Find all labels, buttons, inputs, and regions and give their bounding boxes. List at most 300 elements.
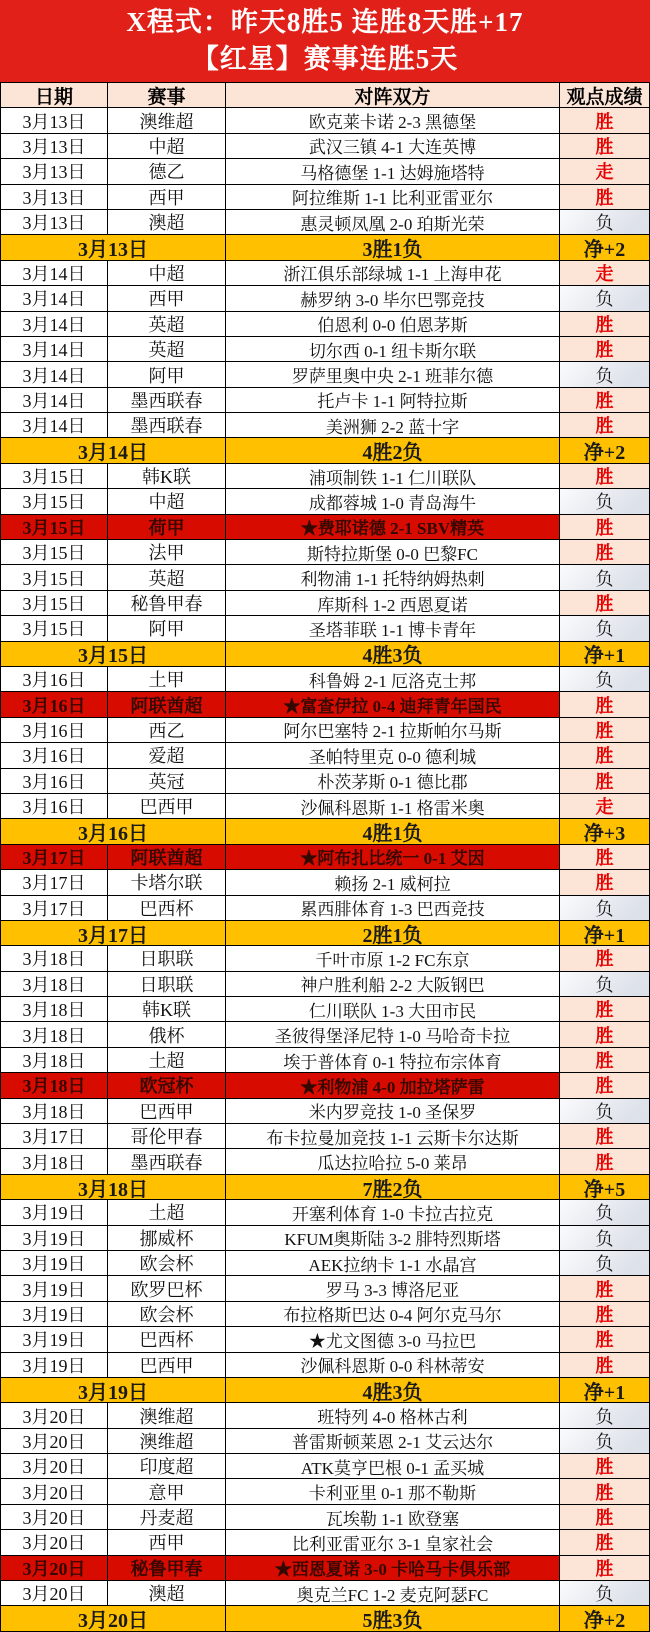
table-row xyxy=(1,1428,649,1453)
league-cell: 丹麦超 xyxy=(108,1505,226,1529)
match-cell: ★尤文图德 3-0 马拉巴 xyxy=(226,1327,560,1351)
result-cell: 胜 xyxy=(560,1048,649,1072)
league-cell: 西甲 xyxy=(108,185,226,209)
match-cell: 圣帕特里克 0-0 德利城 xyxy=(226,743,560,767)
match-cell: 沙佩科恩斯 0-0 科林蒂安 xyxy=(226,1353,560,1377)
result-cell: 负 xyxy=(560,489,649,513)
match-cell: ATK莫亨巴根 0-1 孟买城 xyxy=(226,1454,560,1478)
match-cell: ★利物浦 4-0 加拉塔萨雷 xyxy=(226,1073,560,1097)
result-cell: 负 xyxy=(560,1251,649,1275)
date-cell: 3月19日 xyxy=(1,1353,108,1377)
result-cell: 负 xyxy=(560,1403,649,1427)
table-row xyxy=(1,1225,649,1250)
summary-row xyxy=(1,641,649,666)
date-cell: 3月14日 xyxy=(1,388,108,412)
summary-record-cell: 4胜3负 xyxy=(226,642,560,666)
title-banner xyxy=(0,0,650,82)
league-cell: 欧罗巴杯 xyxy=(108,1276,226,1300)
date-cell: 3月20日 xyxy=(1,1454,108,1478)
match-cell: 奥克兰FC 1-2 麦克阿瑟FC xyxy=(226,1581,560,1605)
result-cell: 胜 xyxy=(560,1124,649,1148)
league-cell: 巴西甲 xyxy=(108,794,226,818)
league-cell: 西乙 xyxy=(108,718,226,742)
table-row xyxy=(1,844,649,869)
date-cell: 3月13日 xyxy=(1,159,108,183)
match-cell: 圣塔菲联 1-1 博卡青年 xyxy=(226,616,560,640)
result-cell: 胜 xyxy=(560,413,649,437)
league-cell: 中超 xyxy=(108,261,226,285)
result-cell: 胜 xyxy=(560,997,649,1021)
result-cell: 胜 xyxy=(560,1073,649,1097)
match-cell: 美洲狮 2-2 蓝十字 xyxy=(226,413,560,437)
result-cell: 胜 xyxy=(560,1479,649,1503)
banner-line-1: X程式：昨天8胜5 连胜8天胜+17 xyxy=(126,7,524,37)
table-row xyxy=(1,361,649,386)
date-cell: 3月15日 xyxy=(1,489,108,513)
date-cell: 3月18日 xyxy=(1,997,108,1021)
match-cell: 布卡拉曼加竞技 1-1 云斯卡尔达斯 xyxy=(226,1124,560,1148)
summary-net-cell: 净+1 xyxy=(560,642,649,666)
table-row xyxy=(1,1275,649,1300)
result-cell: 胜 xyxy=(560,1276,649,1300)
result-cell: 胜 xyxy=(560,591,649,615)
match-cell: 卡利亚里 0-1 那不勒斯 xyxy=(226,1479,560,1503)
match-cell: 成都蓉城 1-0 青岛海牛 xyxy=(226,489,560,513)
date-cell: 3月19日 xyxy=(1,1276,108,1300)
date-cell: 3月16日 xyxy=(1,794,108,818)
summary-row xyxy=(1,920,649,945)
result-cell: 负 xyxy=(560,362,649,386)
result-cell: 胜 xyxy=(560,108,649,132)
table-row xyxy=(1,869,649,894)
date-cell: 3月19日 xyxy=(1,1302,108,1326)
table-row xyxy=(1,133,649,158)
table-row xyxy=(1,1301,649,1326)
date-cell: 3月17日 xyxy=(1,1124,108,1148)
summary-net-cell: 净+2 xyxy=(560,235,649,259)
table-row xyxy=(1,742,649,767)
result-cell: 走 xyxy=(560,159,649,183)
summary-record-cell: 2胜1负 xyxy=(226,921,560,945)
league-cell: 墨西联春 xyxy=(108,413,226,437)
match-cell: 切尔西 0-1 纽卡斯尔联 xyxy=(226,337,560,361)
table-row xyxy=(1,1250,649,1275)
league-cell: 澳维超 xyxy=(108,1429,226,1453)
result-cell: 走 xyxy=(560,261,649,285)
result-cell: 负 xyxy=(560,565,649,589)
date-cell: 3月19日 xyxy=(1,1327,108,1351)
result-cell: 胜 xyxy=(560,540,649,564)
table-row xyxy=(1,1402,649,1427)
league-cell: 墨西联春 xyxy=(108,388,226,412)
table-row xyxy=(1,945,649,970)
summary-row xyxy=(1,1174,649,1199)
match-cell: 利物浦 1-1 托特纳姆热刺 xyxy=(226,565,560,589)
date-cell: 3月13日 xyxy=(1,134,108,158)
table-row xyxy=(1,1478,649,1503)
match-cell: 科鲁姆 2-1 厄洛克士邦 xyxy=(226,667,560,691)
result-cell: 胜 xyxy=(560,388,649,412)
league-cell: 英超 xyxy=(108,337,226,361)
match-cell: 斯特拉斯堡 0-0 巴黎FC xyxy=(226,540,560,564)
match-cell: 武汉三镇 4-1 大连英博 xyxy=(226,134,560,158)
result-cell: 胜 xyxy=(560,1022,649,1046)
match-cell: 罗萨里奥中央 2-1 班菲尔德 xyxy=(226,362,560,386)
match-cell: ★费耶诺德 2-1 SBV精英 xyxy=(226,515,560,539)
match-cell: 朴茨茅斯 0-1 德比郡 xyxy=(226,769,560,793)
summary-net-cell: 净+5 xyxy=(560,1175,649,1199)
date-cell: 3月17日 xyxy=(1,896,108,920)
date-cell: 3月13日 xyxy=(1,210,108,234)
match-cell: 阿尔巴塞特 2-1 拉斯帕尔马斯 xyxy=(226,718,560,742)
date-cell: 3月18日 xyxy=(1,946,108,970)
league-cell: 阿联酋超 xyxy=(108,692,226,716)
table-row xyxy=(1,1352,649,1377)
league-cell: 阿甲 xyxy=(108,616,226,640)
league-cell: 荷甲 xyxy=(108,515,226,539)
result-cell: 胜 xyxy=(560,1505,649,1529)
date-cell: 3月14日 xyxy=(1,312,108,336)
summary-date-cell: 3月15日 xyxy=(1,642,226,666)
match-cell: ★西恩夏诺 3-0 卡哈马卡俱乐部 xyxy=(226,1556,560,1580)
date-cell: 3月16日 xyxy=(1,769,108,793)
league-cell: 意甲 xyxy=(108,1479,226,1503)
date-cell: 3月19日 xyxy=(1,1200,108,1224)
result-cell: 胜 xyxy=(560,134,649,158)
match-cell: 惠灵顿凤凰 2-0 珀斯光荣 xyxy=(226,210,560,234)
match-cell: 普雷斯顿莱恩 2-1 艾云达尔 xyxy=(226,1429,560,1453)
table-row xyxy=(1,1504,649,1529)
league-cell: 墨西联春 xyxy=(108,1149,226,1173)
result-cell: 胜 xyxy=(560,515,649,539)
result-cell: 胜 xyxy=(560,1530,649,1554)
match-cell: 浙江俱乐部绿城 1-1 上海申花 xyxy=(226,261,560,285)
summary-net-cell: 净+1 xyxy=(560,1378,649,1402)
banner-line-2: 【红星】赛事连胜5天 xyxy=(191,44,459,74)
summary-net-cell: 净+1 xyxy=(560,921,649,945)
league-cell: 日职联 xyxy=(108,972,226,996)
table-row xyxy=(1,463,649,488)
result-cell: 胜 xyxy=(560,1353,649,1377)
match-cell: 千叶市原 1-2 FC东京 xyxy=(226,946,560,970)
match-cell: 米内罗竞技 1-0 圣保罗 xyxy=(226,1099,560,1123)
result-cell: 负 xyxy=(560,616,649,640)
summary-row xyxy=(1,437,649,462)
table-row xyxy=(1,564,649,589)
match-cell: KFUM奥斯陆 3-2 腓特烈斯塔 xyxy=(226,1226,560,1250)
date-cell: 3月15日 xyxy=(1,515,108,539)
league-cell: 秘鲁甲春 xyxy=(108,1556,226,1580)
summary-record-cell: 7胜2负 xyxy=(226,1175,560,1199)
date-cell: 3月15日 xyxy=(1,616,108,640)
league-cell: 英超 xyxy=(108,565,226,589)
date-cell: 3月17日 xyxy=(1,870,108,894)
league-cell: 阿甲 xyxy=(108,362,226,386)
date-cell: 3月16日 xyxy=(1,667,108,691)
table-row xyxy=(1,311,649,336)
result-cell: 胜 xyxy=(560,743,649,767)
date-cell: 3月20日 xyxy=(1,1505,108,1529)
league-cell: 卡塔尔联 xyxy=(108,870,226,894)
table-row xyxy=(1,184,649,209)
match-cell: 浦项制铁 1-1 仁川联队 xyxy=(226,464,560,488)
table-row xyxy=(1,1072,649,1097)
date-cell: 3月14日 xyxy=(1,413,108,437)
league-cell: 土甲 xyxy=(108,667,226,691)
league-cell: 土超 xyxy=(108,1200,226,1224)
league-cell: 阿联酋超 xyxy=(108,845,226,869)
table-row xyxy=(1,158,649,183)
result-cell: 胜 xyxy=(560,845,649,869)
table-row xyxy=(1,1199,649,1224)
league-cell: 哥伦甲春 xyxy=(108,1124,226,1148)
date-cell: 3月18日 xyxy=(1,1048,108,1072)
date-cell: 3月17日 xyxy=(1,845,108,869)
match-cell: 开塞利体育 1-0 卡拉古拉克 xyxy=(226,1200,560,1224)
match-cell: 罗马 3-3 博洛尼亚 xyxy=(226,1276,560,1300)
date-cell: 3月15日 xyxy=(1,591,108,615)
match-cell: 沙佩科恩斯 1-1 格雷米奥 xyxy=(226,794,560,818)
table-row xyxy=(1,590,649,615)
match-cell: ★富查伊拉 0-4 迪拜青年国民 xyxy=(226,692,560,716)
table-row xyxy=(1,488,649,513)
summary-date-cell: 3月16日 xyxy=(1,819,226,843)
date-cell: 3月13日 xyxy=(1,185,108,209)
league-cell: 澳超 xyxy=(108,1581,226,1605)
date-cell: 3月14日 xyxy=(1,337,108,361)
date-cell: 3月13日 xyxy=(1,108,108,132)
result-cell: 胜 xyxy=(560,718,649,742)
match-cell: 马格德堡 1-1 达姆施塔特 xyxy=(226,159,560,183)
result-cell: 负 xyxy=(560,1226,649,1250)
match-cell: 库斯科 1-2 西恩夏诺 xyxy=(226,591,560,615)
result-cell: 胜 xyxy=(560,1149,649,1173)
league-cell: 澳维超 xyxy=(108,108,226,132)
league-cell: 中超 xyxy=(108,489,226,513)
date-cell: 3月20日 xyxy=(1,1581,108,1605)
league-cell: 德乙 xyxy=(108,159,226,183)
date-cell: 3月14日 xyxy=(1,261,108,285)
col-header-match: 对阵双方 xyxy=(226,83,560,107)
date-cell: 3月20日 xyxy=(1,1479,108,1503)
result-cell: 负 xyxy=(560,210,649,234)
result-cell: 胜 xyxy=(560,337,649,361)
summary-record-cell: 4胜2负 xyxy=(226,438,560,462)
league-cell: 西甲 xyxy=(108,286,226,310)
table-row xyxy=(1,971,649,996)
league-cell: 俄杯 xyxy=(108,1022,226,1046)
summary-row xyxy=(1,1605,649,1630)
league-cell: 英冠 xyxy=(108,769,226,793)
match-cell: ★阿布扎比统一 0-1 艾因 xyxy=(226,845,560,869)
match-cell: 伯恩利 0-0 伯恩茅斯 xyxy=(226,312,560,336)
league-cell: 韩K联 xyxy=(108,997,226,1021)
summary-net-cell: 净+2 xyxy=(560,438,649,462)
summary-date-cell: 3月19日 xyxy=(1,1378,226,1402)
summary-row xyxy=(1,1377,649,1402)
result-cell: 胜 xyxy=(560,769,649,793)
summary-record-cell: 3胜1负 xyxy=(226,235,560,259)
summary-row xyxy=(1,234,649,259)
table-row xyxy=(1,1021,649,1046)
result-cell: 负 xyxy=(560,1099,649,1123)
date-cell: 3月18日 xyxy=(1,1073,108,1097)
col-header-date: 日期 xyxy=(1,83,108,107)
table-row xyxy=(1,691,649,716)
date-cell: 3月18日 xyxy=(1,972,108,996)
table-row xyxy=(1,539,649,564)
date-cell: 3月16日 xyxy=(1,718,108,742)
match-cell: 赫罗纳 3-0 毕尔巴鄂竞技 xyxy=(226,286,560,310)
date-cell: 3月15日 xyxy=(1,565,108,589)
league-cell: 英超 xyxy=(108,312,226,336)
league-cell: 欧会杯 xyxy=(108,1251,226,1275)
summary-date-cell: 3月14日 xyxy=(1,438,226,462)
result-cell: 胜 xyxy=(560,1327,649,1351)
table-row xyxy=(1,1123,649,1148)
date-cell: 3月18日 xyxy=(1,1022,108,1046)
result-cell: 胜 xyxy=(560,464,649,488)
table-row xyxy=(1,1148,649,1173)
table-row xyxy=(1,209,649,234)
summary-net-cell: 净+3 xyxy=(560,819,649,843)
table-row xyxy=(1,1580,649,1605)
league-cell: 印度超 xyxy=(108,1454,226,1478)
result-cell: 胜 xyxy=(560,870,649,894)
date-cell: 3月16日 xyxy=(1,692,108,716)
summary-row xyxy=(1,818,649,843)
table-row xyxy=(1,387,649,412)
match-cell: 累西腓体育 1-3 巴西竞技 xyxy=(226,896,560,920)
table-row xyxy=(1,1326,649,1351)
date-cell: 3月20日 xyxy=(1,1429,108,1453)
league-cell: 日职联 xyxy=(108,946,226,970)
result-cell: 走 xyxy=(560,794,649,818)
league-cell: 秘鲁甲春 xyxy=(108,591,226,615)
league-cell: 澳维超 xyxy=(108,1403,226,1427)
summary-date-cell: 3月18日 xyxy=(1,1175,226,1199)
date-cell: 3月15日 xyxy=(1,540,108,564)
league-cell: 西甲 xyxy=(108,1530,226,1554)
league-cell: 巴西杯 xyxy=(108,896,226,920)
match-cell: AEK拉纳卡 1-1 水晶宫 xyxy=(226,1251,560,1275)
summary-date-cell: 3月20日 xyxy=(1,1606,226,1630)
result-cell: 负 xyxy=(560,1200,649,1224)
table-row xyxy=(1,1453,649,1478)
league-cell: 挪威杯 xyxy=(108,1226,226,1250)
summary-record-cell: 4胜1负 xyxy=(226,819,560,843)
match-cell: 阿拉维斯 1-1 比利亚雷亚尔 xyxy=(226,185,560,209)
result-cell: 胜 xyxy=(560,185,649,209)
result-cell: 负 xyxy=(560,896,649,920)
date-cell: 3月19日 xyxy=(1,1226,108,1250)
table-row xyxy=(1,260,649,285)
table-row xyxy=(1,1529,649,1554)
table-row xyxy=(1,895,649,920)
table-row xyxy=(1,336,649,361)
date-cell: 3月19日 xyxy=(1,1251,108,1275)
league-cell: 欧会杯 xyxy=(108,1302,226,1326)
table-row xyxy=(1,412,649,437)
date-cell: 3月14日 xyxy=(1,286,108,310)
table-row xyxy=(1,1047,649,1072)
match-cell: 比利亚雷亚尔 3-1 皇家社会 xyxy=(226,1530,560,1554)
result-cell: 胜 xyxy=(560,1556,649,1580)
summary-record-cell: 4胜3负 xyxy=(226,1378,560,1402)
match-cell: 瓦埃勒 1-1 欧登塞 xyxy=(226,1505,560,1529)
match-cell: 班特列 4-0 格林古利 xyxy=(226,1403,560,1427)
table-row xyxy=(1,1098,649,1123)
table-row xyxy=(1,1555,649,1580)
table-row xyxy=(1,666,649,691)
league-cell: 巴西杯 xyxy=(108,1327,226,1351)
league-cell: 欧冠杯 xyxy=(108,1073,226,1097)
league-cell: 法甲 xyxy=(108,540,226,564)
summary-record-cell: 5胜3负 xyxy=(226,1606,560,1630)
league-cell: 土超 xyxy=(108,1048,226,1072)
match-cell: 仁川联队 1-3 大田市民 xyxy=(226,997,560,1021)
result-cell: 胜 xyxy=(560,312,649,336)
results-table xyxy=(0,82,650,1632)
match-cell: 布拉格斯巴达 0-4 阿尔克马尔 xyxy=(226,1302,560,1326)
match-cell: 赖扬 2-1 威柯拉 xyxy=(226,870,560,894)
match-cell: 埃于普体育 0-1 特拉布宗体育 xyxy=(226,1048,560,1072)
col-header-result: 观点成绩 xyxy=(560,83,649,107)
result-cell: 负 xyxy=(560,972,649,996)
result-cell: 胜 xyxy=(560,692,649,716)
table-row xyxy=(1,285,649,310)
date-cell: 3月15日 xyxy=(1,464,108,488)
result-cell: 负 xyxy=(560,1429,649,1453)
table-row xyxy=(1,514,649,539)
summary-date-cell: 3月13日 xyxy=(1,235,226,259)
result-cell: 负 xyxy=(560,286,649,310)
result-cell: 胜 xyxy=(560,946,649,970)
table-row xyxy=(1,107,649,132)
result-cell: 负 xyxy=(560,1581,649,1605)
date-cell: 3月14日 xyxy=(1,362,108,386)
col-header-league: 赛事 xyxy=(108,83,226,107)
league-cell: 巴西甲 xyxy=(108,1099,226,1123)
date-cell: 3月20日 xyxy=(1,1556,108,1580)
result-cell: 胜 xyxy=(560,1302,649,1326)
date-cell: 3月20日 xyxy=(1,1530,108,1554)
result-cell: 胜 xyxy=(560,1454,649,1478)
table-row xyxy=(1,717,649,742)
date-cell: 3月18日 xyxy=(1,1099,108,1123)
date-cell: 3月16日 xyxy=(1,743,108,767)
league-cell: 韩K联 xyxy=(108,464,226,488)
league-cell: 澳超 xyxy=(108,210,226,234)
match-cell: 托卢卡 1-1 阿特拉斯 xyxy=(226,388,560,412)
match-cell: 瓜达拉哈拉 5-0 莱昂 xyxy=(226,1149,560,1173)
league-cell: 爱超 xyxy=(108,743,226,767)
table-row xyxy=(1,768,649,793)
match-cell: 神户胜利船 2-2 大阪钢巴 xyxy=(226,972,560,996)
match-cell: 欧克莱卡诺 2-3 黑德堡 xyxy=(226,108,560,132)
league-cell: 中超 xyxy=(108,134,226,158)
match-cell: 圣彼得堡泽尼特 1-0 马哈奇卡拉 xyxy=(226,1022,560,1046)
summary-date-cell: 3月17日 xyxy=(1,921,226,945)
summary-net-cell: 净+2 xyxy=(560,1606,649,1630)
table-row xyxy=(1,996,649,1021)
result-cell: 负 xyxy=(560,667,649,691)
date-cell: 3月20日 xyxy=(1,1403,108,1427)
table-row xyxy=(1,615,649,640)
table-row xyxy=(1,793,649,818)
date-cell: 3月18日 xyxy=(1,1149,108,1173)
league-cell: 巴西甲 xyxy=(108,1353,226,1377)
